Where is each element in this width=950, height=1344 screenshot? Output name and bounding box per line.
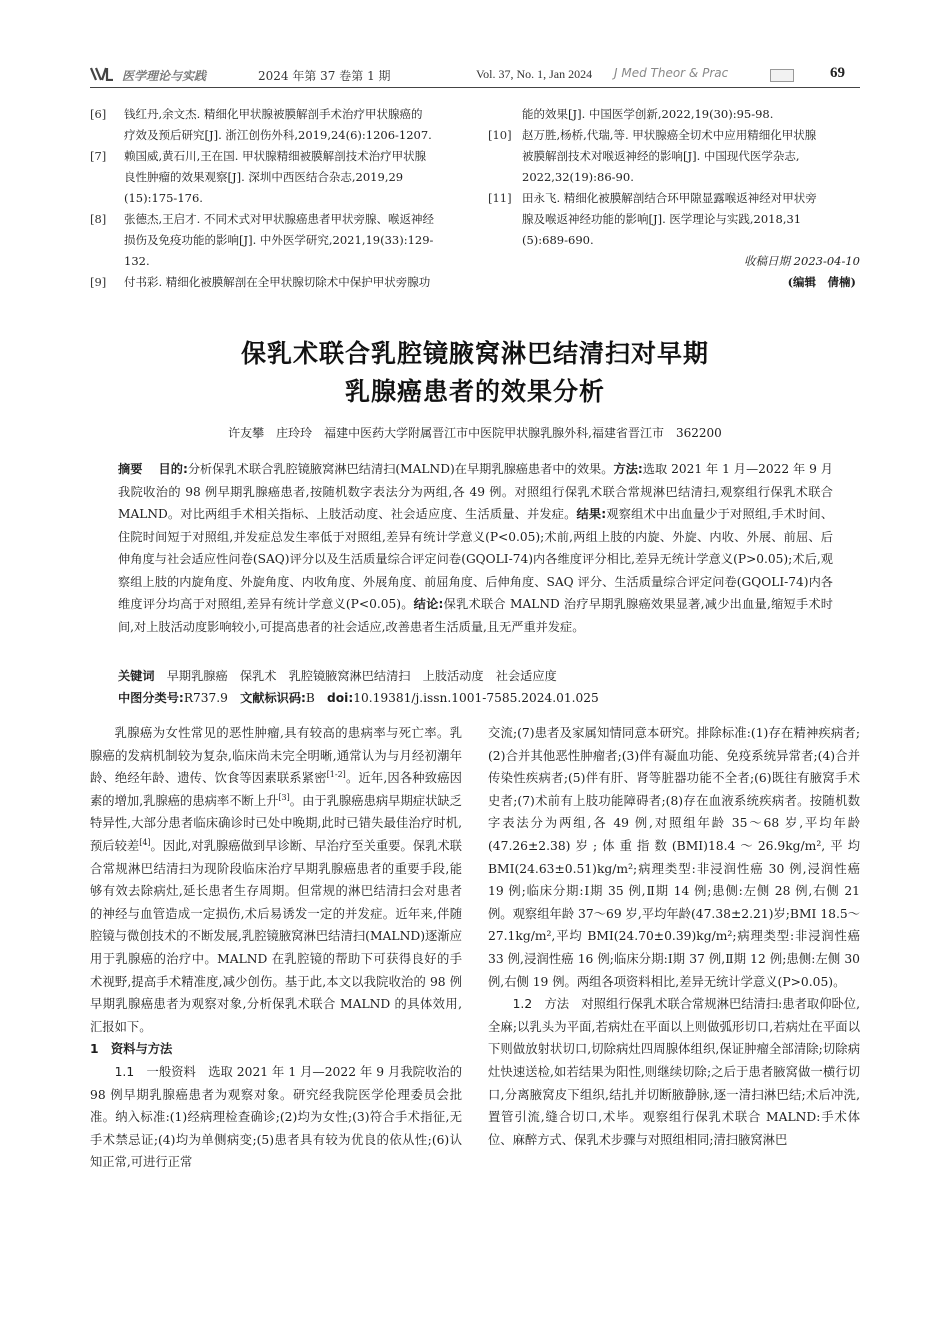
header-decoration <box>770 69 794 82</box>
purpose-label: 目的: <box>158 462 188 476</box>
body-left-column <box>90 722 462 1174</box>
section-heading: 1 资料与方法 <box>90 1042 173 1057</box>
journal-name-en: J Med Theor & Prac <box>614 66 729 80</box>
reference-continuation: 能的效果[J]. 中国医学创新,2022,19(30):95-98. <box>522 107 774 121</box>
editor-note: (编辑 倩楠) <box>787 275 856 289</box>
journal-name-cn: 医学理论与实践 <box>122 69 207 83</box>
references-right <box>488 104 860 293</box>
abstract <box>118 458 833 638</box>
reference-item: [10] 赵万胜,杨桥,代瑞,等. 甲状腺癌全切术中应用精细化甲状腺 被膜解剖技术对喉返神经的影响[J]. 中国现代医学杂志, 2022,32(19):86-90. <box>488 128 817 184</box>
article-title-line2: 乳腺癌患者的效果分析 <box>344 377 605 406</box>
result-label: 结果: <box>576 507 607 521</box>
body-right-column <box>488 722 860 1151</box>
doi: 10.19381/j.issn.1001-7585.2024.01.025 <box>353 691 599 705</box>
conclusion-text: 保乳术联合 MALND 治疗早期乳腺癌效果显著,减少出血量,缩短手术时间,对上肢活动度影响较小,可提高患者的社会适应,改善患者生活质量,且无严重并发症。 <box>118 597 833 634</box>
received-date: 收稿日期 2023-04-10 <box>744 254 860 268</box>
abstract-label: 摘要 <box>118 462 143 476</box>
reference-item: [8] 张德杰,王启才. 不同术式对甲状腺癌患者甲状旁腺、喉返神经 损伤及免疫功能的影响[J]. 中外医学研究,2021,19(33):129- 132. <box>90 212 434 268</box>
reference-item: [6] 钱红丹,余文杰. 精细化甲状腺被膜解剖手术治疗甲状腺癌的 疗效及预后研究[J]. 浙江创伤外科,2019,24(6):1206-1207. <box>90 107 432 142</box>
running-header <box>90 64 860 86</box>
criteria-paragraph: 交流;(7)患者及家属知情同意本研究。排除标准:(1)存在精神疾病者;(2)合并其他恶性肿瘤者;(3)伴有凝血功能、免疫系统异常者;(4)合并传染性疾病者;(5)伴有肝、肾等脏器功能不全者;(6)既往有腋窝手术史者;(7)术前有上肢功能障碍者;(8)存在血液系统疾病者。按随机数字表法分为两组,各 49 例,对照组年龄 35～68 岁,平均年龄(47.26±2.38)岁;体重指数(BMI)18.4～26.9kg/m²,平均 BMI(24.63±0.51)kg/m²;病理类型:非浸润性癌 30 例,浸润性癌 19 例;临床分期:Ⅰ期 35 例,Ⅱ期 14 例;患侧:左侧 28 例,右侧 21 例。观察组年龄 37～69 岁,平均年龄(47.38±2.21)岁;BMI 18.5～27.1kg/m²,平均 BMI(24.70±0.39)kg/m²;病理类型:非浸润性癌 33 例,浸润性癌 16 例;临床分期:Ⅰ期 37 例,Ⅱ期 12 例;患侧:左侧 30 例,右侧 19 例。两组各项资料相比,差异无统计学意义(P>0.05)。 <box>488 726 860 989</box>
issue-info-cn: 2024 年第 37 卷第 1 期 <box>258 69 391 83</box>
reference-item: [11] 田永飞. 精细化被膜解剖结合环甲隙显露喉返神经对甲状旁 腺及喉返神经功能的影响[J]. 医学理论与实践,2018,31 (5):689-690. <box>488 191 817 247</box>
general-data-paragraph: 1.1 一般资料 选取 2021 年 1 月—2022 年 9 月我院收治的 98 例早期乳腺癌患者为观察对象。研究经我院医学伦理委员会批准。纳入标准:(1)经病理检查确诊;(2)均为女性;(3)符合手术指征,无手术禁忌证;(4)均为单侧病变;(5)患者具有较为优良的依从性;(6)认知正常,可进行正常 <box>90 1064 462 1170</box>
intro-paragraph: 乳腺癌为女性常见的恶性肿瘤,具有较高的患病率与死亡率。乳腺癌的发病机制较为复杂,临床尚未完全明晰,通常认为与月经初潮年龄、绝经年龄、遗传、饮食等因素联系紧密[1-2]。近年,因各种致癌因素的增加,乳腺癌的患病率不断上升[3]。由于乳腺癌患病早期症状缺乏特异性,大部分患者临床确诊时已处中晚期,此时已错失最佳治疗时机,预后较差[4]。因此,对乳腺癌做到早诊断、早治疗至关重要。保乳术联合常规淋巴结清扫为现阶段临床治疗早期乳腺癌患者的重要手段,能够有效去除病灶,延长患者生存周期。但常规的淋巴结清扫会对患者的神经与血管造成一定损伤,术后易诱发一定的并发症。近年来,伴随腔镜与微创技术的不断发展,乳腔镜腋窝淋巴结清扫(MALND)逐渐应用于乳腺癌的治疗中。MALND 在乳腔镜的帮助下可获得良好的手术视野,提高手术精准度,减少创伤。基于此,本文以我院收治的 98 例早期乳腺癌患者为观察对象,分析保乳术联合 MALND 的具体效用,汇报如下。 <box>90 726 462 1034</box>
result-text: 观察组术中出血量少于对照组,手术时间、住院时间短于对照组,并发症总发生率低于对照组,差异有统计学意义(P<0.05);术前,两组上肢的内旋、外旋、内收、外展、前屈、后伸角度与社会适应性问卷(SAQ)评分以及生活质量综合评定问卷(GQOLI-74)内各维度评分相比,差异无统计学意义(P>0.05);术后,观察组上肢的内旋角度、外旋角度、内收角度、外展角度、前屈角度、后伸角度、SAQ 评分、生活质量综合评定问卷(GQOLI-74)内各维度评分均高于对照组,差异有统计学意义(P<0.05)。 <box>118 507 834 611</box>
article-title-line1: 保乳术联合乳腔镜腋窝淋巴结清扫对早期 <box>240 339 709 368</box>
references-left <box>90 104 462 293</box>
classification: 中图分类号:R737.9 文献标识码:B doi:10.19381/j.issn.1001-7585.2024.01.025 <box>118 691 599 705</box>
authors-affiliation: 许友攀 庄玲玲 福建中医药大学附属晋江市中医院甲状腺乳腺外科,福建省晋江市 362200 <box>228 426 722 440</box>
issue-info-en: Vol. 37, No. 1, Jan 2024 <box>476 67 593 81</box>
method-text: 选取 2021 年 1 月—2022 年 9 月我院收治的 98 例早期乳腺癌患者,按随机数字表法分为两组,各 49 例。对照组行保乳术联合常规淋巴结清扫,观察组行保乳术联合 MALND。对比两组手术相关指标、上肢活动度、社会适应度、生活质量、并发症。 <box>118 462 833 521</box>
conclusion-label: 结论: <box>413 597 444 611</box>
keywords: 关键词 早期乳腺癌 保乳术 乳腔镜腋窝淋巴结清扫 上肢活动度 社会适应度 <box>118 669 557 683</box>
reference-item: [7] 赖国威,黄石川,王在国. 甲状腺精细被膜解剖技术治疗甲状腺 良性肿瘤的效果观察[J]. 深圳中西医结合杂志,2019,29 (15):175-176. <box>90 149 427 205</box>
journal-logo-icon <box>90 67 114 81</box>
header-rule <box>90 87 860 88</box>
method-paragraph: 1.2 方法 对照组行保乳术联合常规淋巴结清扫:患者取仰卧位,全麻;以乳头为平面,若病灶在平面以上则做弧形切口,若病灶在平面以下则做放射状切口,切除病灶四周腺体组织,保证肿瘤全部清除;切除病灶快速送检,如若结果为阳性,则继续切除;之后于患者腋窝做一横行切口,分离腋窝皮下组织,结扎并切断腋静脉,逐一清扫淋巴结;术后冲洗,置管引流,缝合切口,术毕。观察组行保乳术联合 MALND:手术体位、麻醉方式、保乳术步骤与对照组相同;清扫腋窝淋巴 <box>488 997 860 1147</box>
page-number: 69 <box>830 65 845 81</box>
reference-item: [9] 付书彩. 精细化被膜解剖在全甲状腺切除术中保护甲状旁腺功 <box>90 275 431 289</box>
method-label: 方法: <box>613 462 643 476</box>
purpose-text: 分析保乳术联合乳腔镜腋窝淋巴结清扫(MALND)在早期乳腺癌患者中的效果。 <box>187 462 614 476</box>
